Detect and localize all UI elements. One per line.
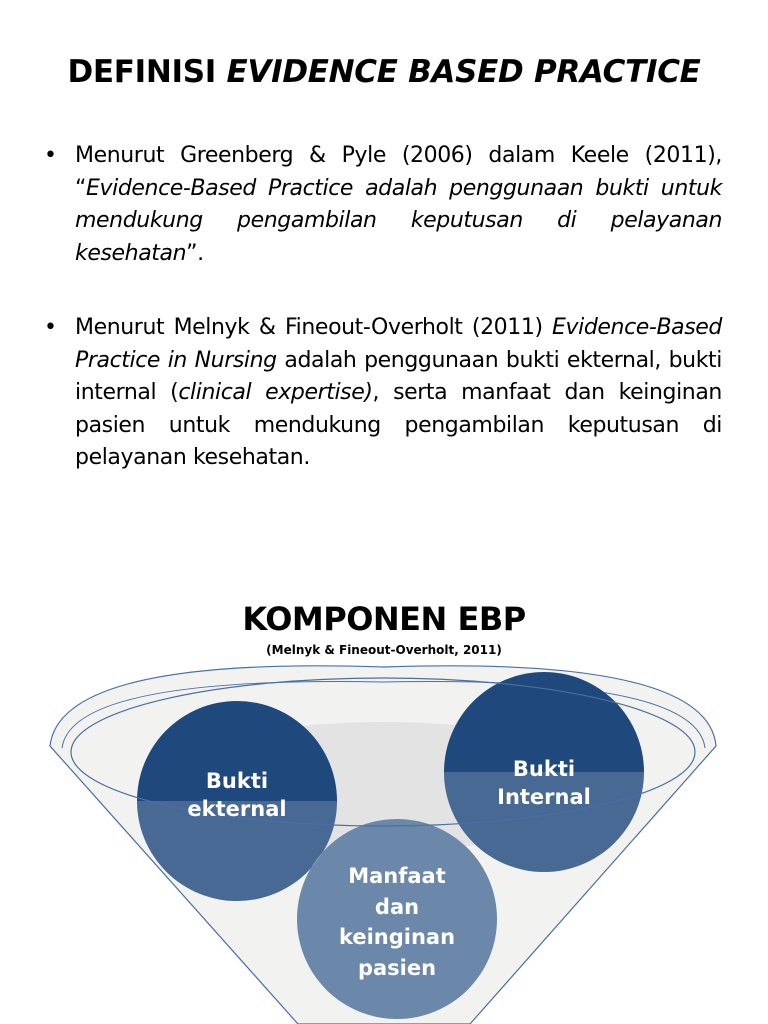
bullet-text: Menurut Melnyk & Fineout-Overholt (2011) [75,315,553,340]
bullet-list [44,140,722,475]
bullet-text: , serta manfaat dan keinginan pasien untuk mendukung pengambilan keputusan di pelayanan kesehatan. [75,380,722,470]
slide-title [0,54,768,90]
bullet-item [44,140,722,270]
label-line: pasien [357,955,437,980]
label-line: Bukti [205,769,269,793]
bullet-text: Menurut Greenberg & Pyle (2006) dalam Keele (2011), “ [75,143,722,201]
label-manfaat [317,861,477,983]
label-line: ekternal [187,797,287,821]
slide-komponen [0,576,768,1024]
bullet-text-italic: Evidence-Based Practice in Nursing [75,315,722,373]
bullet-text: ”. [186,240,204,266]
bullet-dot-icon: • [44,143,57,168]
label-bukti-internal [474,755,614,811]
label-bukti-ekternal [167,767,307,823]
diagram-title: KOMPONEN EBP [242,600,526,638]
bullet-item [44,312,722,475]
bullet-text-italic: clinical expertise) [178,380,373,405]
title-plain: DEFINISI [67,54,227,90]
label-line: Bukti [512,757,576,781]
label-line: keinginan [338,925,456,949]
label-line: Manfaat [348,864,446,888]
label-line: dan [374,894,420,919]
bullet-text-italic: Evidence-Based Practice adalah penggunaan bukti untuk mendukung pengambilan keputusan di pelayanan kesehatan [75,175,722,266]
bullet-dot-icon: • [44,315,57,340]
title-italic: EVIDENCE BASED PRACTICE [226,54,701,90]
label-line: Internal [497,785,591,809]
diagram-citation: (Melnyk & Fineout-Overholt, 2011) [266,643,502,657]
bullet-text: adalah penggunaan bukti ekternal, bukti internal ( [75,347,722,405]
